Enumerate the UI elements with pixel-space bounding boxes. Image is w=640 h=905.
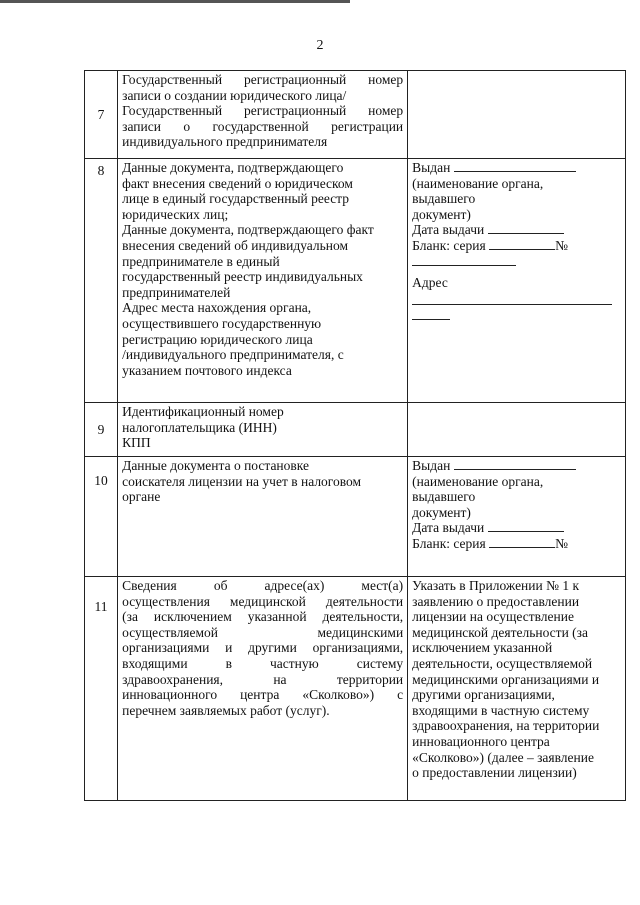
form-table [84, 70, 626, 801]
org-note: документ) [412, 206, 471, 222]
org-note: документ) [412, 504, 471, 520]
table-row [85, 457, 626, 577]
address-field [412, 293, 612, 305]
value-line: исключением указанной [412, 640, 553, 656]
org-note: (наименование органа, [412, 175, 544, 191]
desc-line: Данные документа, подтверждающего факт [122, 222, 374, 238]
issued-label: Выдан [412, 160, 451, 175]
desc-line: инновационного центра «Сколково») с [122, 687, 404, 703]
org-note: (наименование органа, [412, 473, 544, 489]
desc-line: Данные документа о постановке [122, 458, 309, 473]
number-sign: № [555, 237, 568, 253]
issued-field [454, 458, 576, 470]
desc-line: осуществившего государственную [122, 315, 322, 331]
desc-line: индивидуального предпринимателя [122, 134, 328, 150]
org-note: выдавшего [412, 489, 476, 505]
desc-line: организациями и другими организациями, [122, 640, 404, 656]
desc-line: записи о создании юридического лица/ [122, 87, 347, 103]
desc-line: налогоплательщика (ИНН) [122, 419, 277, 435]
issue-date-field [488, 520, 564, 532]
desc-line: Идентификационный номер [122, 404, 284, 419]
row-value [408, 71, 626, 159]
row-description [118, 159, 408, 403]
address-field-continuation [412, 308, 450, 320]
desc-line: предпринимателе в единый [122, 253, 280, 269]
desc-line: /индивидуального предпринимателя, с [122, 347, 344, 363]
desc-line: осуществления медицинской деятельности [122, 593, 404, 609]
desc-line: лице в единый государственный реестр [122, 191, 349, 207]
scan-edge-line [0, 0, 350, 3]
row-description [118, 577, 408, 801]
page-number: 2 [316, 38, 324, 53]
desc-line: перечнем заявляемых работ (услуг). [122, 702, 330, 718]
desc-line: факт внесения сведений о юридическом [122, 175, 353, 191]
row-value [408, 577, 626, 801]
row-number: 7 [85, 71, 118, 159]
desc-line: (за исключением указанной деятельности, [122, 609, 404, 625]
desc-line: Адрес места нахождения органа, [122, 300, 312, 316]
row-description [118, 457, 408, 577]
desc-line: здравоохранения, на территории [122, 671, 404, 687]
desc-line: осуществляемой медицинскими [122, 624, 404, 640]
row-number: 10 [85, 457, 118, 577]
address-label: Адрес [412, 275, 448, 291]
desc-line: Государственный регистрационный номер [122, 72, 404, 87]
value-line: медицинскими организациями и [412, 671, 600, 687]
issued-label: Выдан [412, 458, 451, 473]
value-line: деятельности, осуществляемой [412, 655, 593, 671]
blank-series-field [489, 238, 555, 250]
desc-line: соискателя лицензии на учет в налоговом [122, 473, 362, 489]
value-line: «Сколково») (далее – заявление [412, 749, 594, 765]
issue-date-field [488, 222, 564, 234]
value-line: лицензии на осуществление [412, 609, 574, 625]
desc-line: государственный реестр индивидуальных [122, 269, 363, 285]
issued-field [454, 160, 576, 172]
table-row [85, 403, 626, 457]
table-row [85, 71, 626, 159]
row-value [408, 403, 626, 457]
value-line: входящими в частную систему [412, 702, 590, 718]
org-note: выдавшего [412, 191, 476, 207]
desc-line: входящими в частную систему [122, 655, 404, 671]
row-description [118, 71, 408, 159]
desc-line: регистрацию юридического лица [122, 331, 313, 347]
number-sign: № [555, 535, 568, 551]
desc-line: записи о государственной регистрации [122, 118, 404, 134]
desc-line: Государственный регистрационный номер [122, 103, 404, 119]
issue-date-label: Дата выдачи [412, 222, 485, 238]
desc-line: предпринимателей [122, 284, 231, 300]
blank-series-field [489, 536, 555, 548]
row-number: 8 [85, 159, 118, 403]
value-line: другими организациями, [412, 687, 555, 703]
table-row [85, 159, 626, 403]
value-line: заявлению о предоставлении [412, 593, 580, 609]
row-value [408, 159, 626, 403]
blank-series-label: Бланк: серия [412, 535, 486, 551]
desc-line: Сведения об адресе(ах) мест(а) [122, 578, 404, 593]
desc-line: органе [122, 489, 161, 505]
value-line: здравоохранения, на территории [412, 718, 600, 734]
value-line: Указать в Приложении № 1 к [412, 578, 580, 593]
desc-line: Данные документа, подтверждающего [122, 160, 344, 175]
value-line: медицинской деятельности (за [412, 624, 588, 640]
desc-line: юридических лиц; [122, 206, 229, 222]
value-line: инновационного центра [412, 733, 550, 749]
desc-line: указанием почтового индекса [122, 362, 292, 378]
row-value [408, 457, 626, 577]
blank-number-field [412, 254, 516, 266]
blank-series-label: Бланк: серия [412, 237, 486, 253]
desc-line: КПП [122, 435, 151, 451]
row-number: 11 [85, 577, 118, 801]
value-line: о предоставлении лицензии) [412, 765, 577, 781]
desc-line: внесения сведений об индивидуальном [122, 237, 349, 253]
issue-date-label: Дата выдачи [412, 520, 485, 536]
row-number: 9 [85, 403, 118, 457]
table-row [85, 577, 626, 801]
row-description [118, 403, 408, 457]
